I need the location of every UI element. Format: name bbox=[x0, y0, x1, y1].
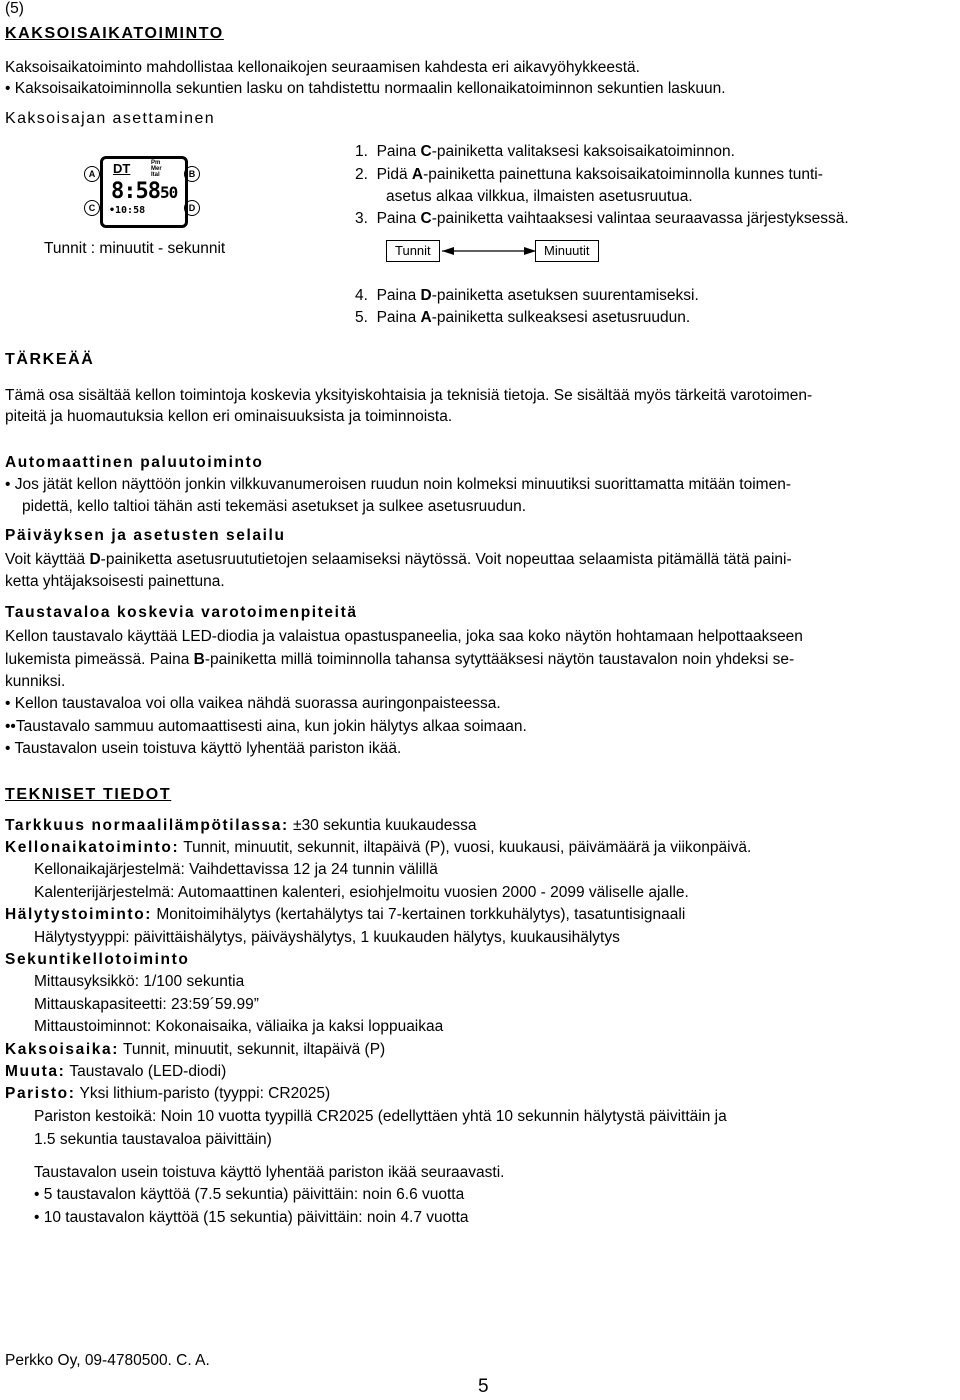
step-5: 5. Paina A-painiketta sulkeaksesi asetusruudun. bbox=[355, 309, 691, 326]
watch-main-time: 8:5850 bbox=[111, 179, 178, 204]
watch-mode-label: DT bbox=[113, 161, 131, 176]
spec-row-stopwatch: Sekuntikellotoiminto bbox=[5, 951, 190, 968]
backlight-line-1: Kellon taustavalo käyttää LED-diodia ja valaistua opastuspaneelia, joka saa koko näytön hohtamaan helpottaakseen bbox=[5, 628, 803, 645]
watch-button-d: D bbox=[184, 200, 200, 216]
step-2-continued: asetus alkaa vilkkua, ilmaisten asetusruutua. bbox=[386, 188, 693, 205]
watch-button-c: C bbox=[84, 200, 100, 216]
battery-bullet-1: • 5 taustavalon käyttöä (7.5 sekuntia) päivittäin: noin 6.6 vuotta bbox=[34, 1186, 465, 1203]
step-3: 3. Paina C-painiketta vaihtaaksesi valintaa seuraavassa järjestyksessä. bbox=[355, 210, 849, 227]
backlight-bullet-1: • Kellon taustavaloa voi olla vaikea nähdä suorassa auringonpaisteessa. bbox=[5, 695, 501, 712]
backlight-bullet-3: • Taustavalon usein toistuva käyttö lyhentää pariston ikää. bbox=[5, 740, 402, 757]
watch-button-b: B bbox=[184, 166, 200, 182]
page-number-top: (5) bbox=[5, 0, 24, 17]
backlight-line-3: kunniksi. bbox=[5, 673, 66, 690]
watch-illustration bbox=[80, 150, 220, 230]
spec-row-alarm: Hälytystoiminto: Monitoimihälytys (kertahälytys tai 7-kertainen torkkuhälytys), tasatuntisignaali bbox=[5, 906, 686, 923]
spec-row-alarm-types: Hälytystyyppi: päivittäishälytys, päiväyshälytys, 1 kuukauden hälytys, kuukausihälytys bbox=[34, 929, 620, 946]
spec-row-dual-time: Kaksoisaika: Tunnit, minuutit, sekunnit, iltapäivä (P) bbox=[5, 1041, 386, 1058]
watch-caption: Tunnit : minuutit - sekunnit bbox=[44, 240, 226, 257]
auto-return-line-2: pidettä, kello taltioi tähän asti tekemäsi asetukset ja sulkee asetusruudun. bbox=[22, 498, 527, 515]
watch-indicators: Pm Mer Ital bbox=[151, 160, 162, 178]
section-title-specs: TEKNISET TIEDOT bbox=[5, 786, 172, 803]
dual-time-intro: Kaksoisaikatoiminto mahdollistaa kellonaikojen seuraamisen kahdesta eri aikavyöhykkeestä. bbox=[5, 59, 640, 76]
spec-row-battery-life-2: 1.5 sekuntia taustavaloa päivittäin) bbox=[34, 1131, 272, 1148]
step-2: 2. Pidä A-painiketta painettuna kaksoisaikatoiminnolla kunnes tunti- bbox=[355, 166, 823, 183]
sequence-box-hours: Tunnit bbox=[386, 240, 440, 262]
footer-page-number: 5 bbox=[478, 1376, 489, 1397]
spec-row-unit: Mittausyksikkö: 1/100 sekuntia bbox=[34, 973, 245, 990]
spec-row-other: Muuta: Taustavalo (LED-diodi) bbox=[5, 1063, 227, 1080]
scroll-line-1: Voit käyttää D-painiketta asetusruututietojen selaamiseksi näytössä. Voit nopeuttaa selaamista pitämällä tätä paini- bbox=[5, 551, 792, 568]
watch-sub-time: •10:58 bbox=[109, 205, 146, 216]
spec-row-timekeeping: Kellonaikatoiminto: Tunnit, minuutit, sekunnit, iltapäivä (P), vuosi, kuukausi, päivämäärä ja viikonpäivä. bbox=[5, 839, 752, 856]
spec-row-battery: Paristo: Yksi lithium-paristo (tyyppi: CR2025) bbox=[5, 1085, 331, 1102]
scroll-line-2: ketta yhtäjaksoisesti painettuna. bbox=[5, 573, 225, 590]
dual-time-bullet: • Kaksoisaikatoiminnolla sekuntien lasku on tahdistettu normaalin kellonaikatoiminnon sekuntien laskuun. bbox=[5, 80, 726, 97]
backlight-bullet-2: ••Taustavalo sammuu automaattisesti aina, kun jokin hälytys alkaa soimaan. bbox=[5, 718, 527, 735]
footer-company: Perkko Oy, 09-4780500. C. A. bbox=[5, 1352, 210, 1369]
watch-case bbox=[100, 156, 188, 228]
backlight-line-2: lukemista pimeässä. Paina B-painiketta millä toiminnolla tahansa sytyttääksesi näytön taustavalon noin yhdeksi se- bbox=[5, 651, 795, 668]
important-line-1: Tämä osa sisältää kellon toimintoja koskevia yksityiskohtaisia ja teknisiä tietoja. Se sisältää myös tärkeitä varotoimen- bbox=[5, 387, 813, 404]
sequence-box-minutes: Minuutit bbox=[535, 240, 599, 262]
step-1: 1. Paina C-painiketta valitaksesi kaksoisaikatoiminnon. bbox=[355, 143, 735, 160]
subsection-title-backlight: Taustavaloa koskevia varotoimenpiteitä bbox=[5, 604, 358, 621]
spec-row-accuracy: Tarkkuus normaalilämpötilassa: ±30 sekuntia kuukaudessa bbox=[5, 817, 477, 834]
spec-row-modes: Mittaustoiminnot: Kokonaisaika, väliaika ja kaksi loppuaikaa bbox=[34, 1018, 444, 1035]
auto-return-line-1: • Jos jätät kellon näyttöön jonkin vilkkuvanumeroisen ruudun noin kolmeksi minuutiksi suorittamatta mitään toimen- bbox=[5, 476, 791, 493]
subsection-title-scroll: Päiväyksen ja asetusten selailu bbox=[5, 527, 286, 544]
watch-button-a: A bbox=[84, 166, 100, 182]
subsection-title-auto-return: Automaattinen paluutoiminto bbox=[5, 454, 264, 471]
spec-row-calendar: Kalenterijärjestelmä: Automaattinen kalenteri, esiohjelmoitu vuosien 2000 - 2099 väliselle ajalle. bbox=[34, 884, 689, 901]
battery-bullet-2: • 10 taustavalon käyttöä (15 sekuntia) päivittäin: noin 4.7 vuotta bbox=[34, 1209, 469, 1226]
spec-row-battery-life-1: Pariston kestoikä: Noin 10 vuotta tyypillä CR2025 (edellyttäen yhtä 10 sekunnin hälytystä päivittäin ja bbox=[34, 1108, 727, 1125]
battery-note: Taustavalon usein toistuva käyttö lyhentää pariston ikää seuraavasti. bbox=[34, 1164, 505, 1181]
important-line-2: piteitä ja huomautuksia kellon eri ominaisuuksista ja toiminnoista. bbox=[5, 408, 453, 425]
spec-row-capacity: Mittauskapasiteetti: 23:59´59.99” bbox=[34, 996, 259, 1013]
step-4: 4. Paina D-painiketta asetuksen suurentamiseksi. bbox=[355, 287, 699, 304]
subsection-title-dual-setting: Kaksoisajan asettaminen bbox=[5, 110, 216, 127]
section-title-dual-time: KAKSOISAIKATOIMINTO bbox=[5, 25, 224, 42]
section-title-important: TÄRKEÄÄ bbox=[5, 351, 95, 368]
spec-row-time-system: Kellonaikajärjestelmä: Vaihdettavissa 12 ja 24 tunnin välillä bbox=[34, 861, 438, 878]
sequence-arrows bbox=[440, 244, 540, 258]
